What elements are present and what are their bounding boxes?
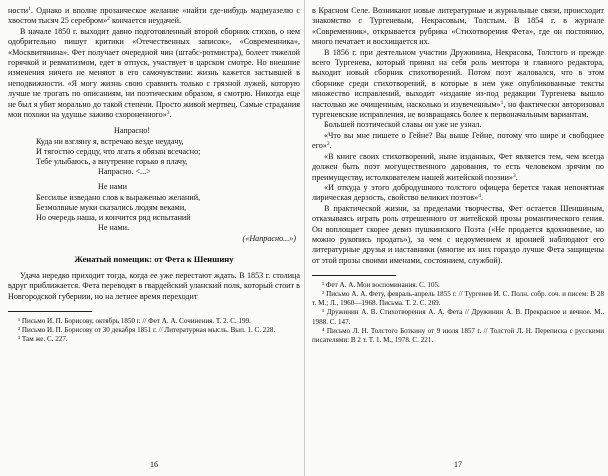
footnote: ² Письмо А. А. Фету, февраль-апрель 1855 г. // Тургенев И. С. Полн. собр. соч. и писем: В 28 т. М.; Л., 1960—1968. Письма. Т. 2. С. 269.	[312, 290, 604, 308]
footnote-ref: 2	[107, 16, 110, 23]
left-body-text-2	[8, 271, 300, 302]
poem-line: Тебе улыбаюсь, а внутренне горько я плачу,	[36, 157, 188, 167]
footnote-ref: 3	[166, 110, 170, 117]
poem-source: («Напрасно...»)	[242, 233, 296, 243]
paragraph: В 1856 г. при деятельном участии Дружинина, Некрасова, Толстого и прежде всего Тургенева, который принял на себя роль ментора и главного редактора, выходит новый сборник стихотворений. Потом поэт жаловался, что в этом сборнике среди стихотворений, в которые в нем уже опубликованные тексты множество исправлений, выходит «издание из-под редакции Тургенева вышло настолько же очищенным, насколько и изувеченным»$^1$, но фактически авторизовал тургеневские исправления, не возвращаясь более к первоначальным вариантам.	[312, 47, 604, 120]
footnote: ² Письмо И. П. Борисову от 30 декабря 1851 г. // Литературная мысль. Вып. 1. С. 228.	[18, 326, 276, 335]
footnote-ref: 2	[326, 141, 330, 148]
footnote: ⁴ Письмо Л. Н. Толстого Боткину от 9 июля 1857 г. // Толстой Л. Н. Переписка с русскими писателями: В 2 т. Т. 1. М., 1978. С. 221.	[312, 326, 604, 344]
right-body-text	[312, 6, 604, 266]
left-footnotes	[8, 311, 300, 344]
paragraph: ности$^1$. Однако и вполне прозаическое желание «найти где-нибудь мадмуазелю с хвостом тысяч 25 серебром»$^2$ кончается неудачей.	[8, 6, 300, 26]
left-page	[8, 6, 300, 476]
right-page	[312, 6, 604, 476]
poem-line: Напрасно. <...>	[98, 167, 151, 177]
paragraph: Удача нередко приходит тогда, когда ее уже перестают ждать. В 1853 г. столица вдруг приближается. Фета переводят в гвардейский уланский полк, который стоит в Новгородской губернии, но на летнее время переходит	[8, 270, 300, 301]
footnote-ref: 1	[500, 99, 504, 106]
paragraph: «И откуда у этого добродушного толстого офицера берется такая непонятная лирическая дерзость, свойство великих поэтов»$^4$.	[312, 182, 604, 203]
paragraph: В практической жизни, за пределами творчества, Фет остается Шеншиным, отказываясь играть роль отрешенного от житейской прозы романтического гения. Он воплощает скорее девиз пушкинского Поэта («Не продается вдохновение, но можно рукопись продать»), за чем с недоумением и иронией наблюдают его литературные друзья и наставники (многие их них гораздо лучше Фета защищены от этой прозы своими именами, состоянием, службой).	[312, 203, 604, 265]
footnote-rule	[8, 311, 92, 312]
section-heading: Женатый помещик: от Фета к Шеншину	[74, 253, 234, 264]
footnote-ref: 3	[513, 172, 516, 179]
poem-line: Бессилье изведано слов к выраженью желаний,	[36, 192, 201, 202]
paragraph: В начале 1850 г. выходит давно подготовленный второй сборник стихов, о нем одобрительно пишут критики «Отечественных записок», «Современника», «Москвитянина». Фет получает очередной чин (штабс-ротмистра), болеет тяжелой горячкой и ревматизмом, едет в отпуск, участвует в царском смотре. Но внешние изменения ничего не меняют в его самочувствии: жизнь кажется застывшей в неподвижности. «Я могу жизнь свою сравнить только с грязной лужей, которую лучше не трогать по описаниям, ни поэтическим образом, я смотрю. Никогда еще не был я убит морально до такой степени. Просто живой мертвец. Самые страдания мои похожи на удушье заживо схороненного»$^3$.	[8, 26, 300, 120]
paragraph: «В книге своих стихотворений, ныне изданных, Фет является тем, чем всегда должен быть поэт могущественного дарования, то есть человеком зрячим по преимуществу, истолкователем нашей житейской поэзии»$^3$.	[312, 151, 604, 182]
paragraph: «Что вы мне пишете о Гейне? Вы выше Гейне, потому что шире и свободнее его»$^2$.	[312, 130, 604, 151]
page-number-left: 16	[150, 460, 158, 469]
poem-line: Не нами	[98, 182, 127, 192]
poem-line: Не нами.	[98, 223, 129, 233]
footnote: ¹ Фет А. А. Мои воспоминания. С. 105.	[322, 281, 440, 290]
left-body-text	[8, 6, 300, 120]
paragraph: Большей поэтической славы он уже не узнал.	[324, 120, 482, 130]
poem-line: Безмолвные муки сказались людям веками,	[36, 202, 187, 212]
footnote-ref: 4	[478, 193, 481, 200]
page-number-right: 17	[454, 460, 462, 469]
poem-line: Но очередь наша, и кончится ряд испытаний	[36, 213, 191, 223]
footnote: ³ Там же. С. 227.	[18, 335, 68, 344]
page-gutter	[304, 0, 305, 476]
right-footnotes	[312, 275, 604, 345]
footnote-ref: 1	[28, 6, 31, 12]
poem	[36, 126, 300, 243]
footnote: ¹ Письмо И. П. Борисову, октябрь 1850 г. // Фет А. А. Сочинения. Т. 2. С. 199.	[18, 316, 251, 325]
footnote-rule	[312, 275, 396, 276]
footnote: ³ Дружинин А. В. Стихотворения А. А. Фета // Дружинин А. В. Прекрасное и вечное. М., 1988. С. 147.	[312, 308, 604, 326]
poem-line: Куда ни взгляну я, встречаю везде неудачу,	[36, 136, 184, 146]
poem-line: Напрасно!	[114, 126, 151, 136]
poem-line: И тягостно сердцу, что лгать я обязан всечасно;	[36, 146, 201, 156]
paragraph: в Красном Селе. Возникают новые литературные и журнальные связи, происходит знакомство с Тургеневым, Некрасовым, Толстым. В 1854 г. в журнале «Современник», открывается рубрика «Стихотворения Фета», где он постоянно, много печатает и восхищается их.	[312, 6, 604, 47]
